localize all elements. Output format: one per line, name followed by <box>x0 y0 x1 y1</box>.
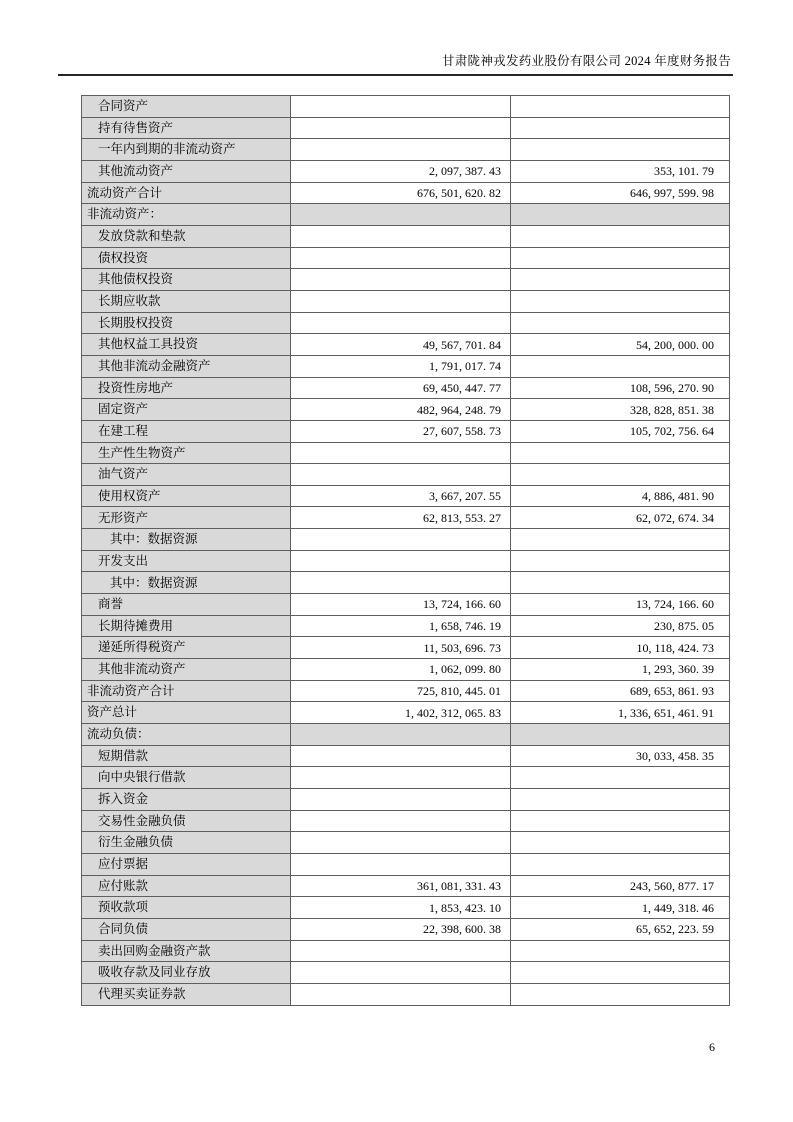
amount-col2-cell: 230, 875. 05 <box>511 615 730 637</box>
row-label-cell: 持有待售资产 <box>82 117 291 139</box>
amount-col2-cell <box>511 962 730 984</box>
amount-col2-cell <box>511 117 730 139</box>
row-label-cell: 投资性房地产 <box>82 377 291 399</box>
amount-col1-cell: 482, 964, 248. 79 <box>291 399 511 421</box>
amount-col1-cell <box>291 117 511 139</box>
amount-col2-cell: 646, 997, 599. 98 <box>511 182 730 204</box>
table-row <box>82 897 730 919</box>
amount-col2-cell <box>511 355 730 377</box>
row-label-cell: 开发支出 <box>82 550 291 572</box>
amount-col2-cell <box>511 832 730 854</box>
amount-col1-cell <box>291 464 511 486</box>
amount-col1-cell <box>291 247 511 269</box>
amount-col2-cell <box>511 225 730 247</box>
header-divider <box>58 74 733 76</box>
amount-col1-cell: 22, 398, 600. 38 <box>291 918 511 940</box>
row-label-cell: 使用权资产 <box>82 485 291 507</box>
page-number: 6 <box>709 1040 715 1054</box>
table-row <box>82 702 730 724</box>
row-label-cell: 流动负债： <box>82 724 291 746</box>
amount-col2-cell: 105, 702, 756. 64 <box>511 420 730 442</box>
amount-col1-cell <box>291 442 511 464</box>
table-row <box>82 810 730 832</box>
row-label-cell: 无形资产 <box>82 507 291 529</box>
amount-col2-cell <box>511 312 730 334</box>
amount-col1-cell: 62, 813, 553. 27 <box>291 507 511 529</box>
row-label-cell: 代理买卖证券款 <box>82 983 291 1005</box>
amount-col2-cell <box>511 139 730 161</box>
row-label-cell: 其他流动资产 <box>82 160 291 182</box>
row-label-cell: 应付账款 <box>82 875 291 897</box>
table-row <box>82 160 730 182</box>
amount-col2-cell <box>511 853 730 875</box>
table-row <box>82 96 730 118</box>
table-row <box>82 767 730 789</box>
row-label-cell: 非流动资产： <box>82 204 291 226</box>
amount-col2-cell: 30, 033, 458. 35 <box>511 745 730 767</box>
row-label-cell: 长期股权投资 <box>82 312 291 334</box>
amount-col1-cell <box>291 853 511 875</box>
table-row <box>82 355 730 377</box>
amount-col2-cell <box>511 269 730 291</box>
table-row <box>82 962 730 984</box>
table-row <box>82 485 730 507</box>
row-label-cell: 长期应收款 <box>82 290 291 312</box>
amount-col1-cell <box>291 962 511 984</box>
amount-col1-cell: 13, 724, 166. 60 <box>291 594 511 616</box>
table-row <box>82 269 730 291</box>
amount-col1-cell <box>291 724 511 746</box>
table-row <box>82 420 730 442</box>
amount-col2-cell <box>511 247 730 269</box>
amount-col1-cell <box>291 789 511 811</box>
amount-col2-cell: 108, 596, 270. 90 <box>511 377 730 399</box>
table-row <box>82 789 730 811</box>
row-label-cell: 长期待摊费用 <box>82 615 291 637</box>
balance-sheet-table <box>81 95 730 1006</box>
amount-col1-cell <box>291 745 511 767</box>
row-label-cell: 固定资产 <box>82 399 291 421</box>
table-row <box>82 745 730 767</box>
table-row <box>82 464 730 486</box>
amount-col1-cell: 27, 607, 558. 73 <box>291 420 511 442</box>
row-label-cell: 其他非流动金融资产 <box>82 355 291 377</box>
table-row <box>82 637 730 659</box>
amount-col1-cell: 69, 450, 447. 77 <box>291 377 511 399</box>
page-title: 甘肃陇神戎发药业股份有限公司 2024 年度财务报告 <box>441 54 731 68</box>
amount-col1-cell <box>291 529 511 551</box>
amount-col1-cell: 676, 501, 620. 82 <box>291 182 511 204</box>
amount-col1-cell: 361, 081, 331. 43 <box>291 875 511 897</box>
amount-col2-cell <box>511 529 730 551</box>
row-label-cell: 发放贷款和垫款 <box>82 225 291 247</box>
row-label-cell: 其他权益工具投资 <box>82 334 291 356</box>
table-row <box>82 442 730 464</box>
table-row <box>82 182 730 204</box>
row-label-cell: 流动资产合计 <box>82 182 291 204</box>
amount-col1-cell <box>291 940 511 962</box>
row-label-cell: 合同资产 <box>82 96 291 118</box>
amount-col2-cell: 243, 560, 877. 17 <box>511 875 730 897</box>
table-row <box>82 594 730 616</box>
row-label-cell: 合同负债 <box>82 918 291 940</box>
amount-col2-cell: 1, 293, 360. 39 <box>511 659 730 681</box>
row-label-cell: 一年内到期的非流动资产 <box>82 139 291 161</box>
amount-col2-cell: 62, 072, 674. 34 <box>511 507 730 529</box>
table-row <box>82 225 730 247</box>
row-label-cell: 卖出回购金融资产款 <box>82 940 291 962</box>
row-label-cell: 拆入资金 <box>82 789 291 811</box>
table-row <box>82 550 730 572</box>
amount-col1-cell <box>291 290 511 312</box>
amount-col1-cell: 11, 503, 696. 73 <box>291 637 511 659</box>
row-label-cell: 应付票据 <box>82 853 291 875</box>
row-label-cell: 衍生金融负债 <box>82 832 291 854</box>
amount-col1-cell: 1, 062, 099. 80 <box>291 659 511 681</box>
amount-col1-cell <box>291 225 511 247</box>
amount-col2-cell: 353, 101. 79 <box>511 160 730 182</box>
amount-col1-cell <box>291 572 511 594</box>
table-row <box>82 507 730 529</box>
amount-col1-cell: 3, 667, 207. 55 <box>291 485 511 507</box>
table-row <box>82 659 730 681</box>
table-row <box>82 918 730 940</box>
table-row <box>82 117 730 139</box>
balance-sheet-body <box>82 96 730 1006</box>
table-row <box>82 334 730 356</box>
row-label-cell: 其中：数据资源 <box>82 572 291 594</box>
amount-col2-cell <box>511 810 730 832</box>
amount-col2-cell <box>511 572 730 594</box>
row-label-cell: 其中：数据资源 <box>82 529 291 551</box>
row-label-cell: 交易性金融负债 <box>82 810 291 832</box>
amount-col1-cell <box>291 269 511 291</box>
table-row <box>82 875 730 897</box>
amount-col1-cell <box>291 983 511 1005</box>
amount-col2-cell: 328, 828, 851. 38 <box>511 399 730 421</box>
amount-col2-cell <box>511 983 730 1005</box>
amount-col1-cell <box>291 139 511 161</box>
amount-col2-cell <box>511 789 730 811</box>
amount-col1-cell <box>291 204 511 226</box>
table-row <box>82 290 730 312</box>
section-header-row <box>82 724 730 746</box>
amount-col2-cell: 10, 118, 424. 73 <box>511 637 730 659</box>
amount-col2-cell <box>511 940 730 962</box>
amount-col2-cell: 65, 652, 223. 59 <box>511 918 730 940</box>
row-label-cell: 短期借款 <box>82 745 291 767</box>
amount-col2-cell: 689, 653, 861. 93 <box>511 680 730 702</box>
row-label-cell: 在建工程 <box>82 420 291 442</box>
table-row <box>82 139 730 161</box>
row-label-cell: 递延所得税资产 <box>82 637 291 659</box>
amount-col2-cell <box>511 767 730 789</box>
amount-col2-cell <box>511 442 730 464</box>
table-row <box>82 680 730 702</box>
table-row <box>82 940 730 962</box>
amount-col2-cell: 4, 886, 481. 90 <box>511 485 730 507</box>
amount-col1-cell: 49, 567, 701. 84 <box>291 334 511 356</box>
amount-col1-cell <box>291 767 511 789</box>
amount-col2-cell <box>511 724 730 746</box>
table-row <box>82 832 730 854</box>
row-label-cell: 向中央银行借款 <box>82 767 291 789</box>
row-label-cell: 生产性生物资产 <box>82 442 291 464</box>
table-row <box>82 377 730 399</box>
table-row <box>82 529 730 551</box>
row-label-cell: 债权投资 <box>82 247 291 269</box>
amount-col2-cell: 54, 200, 000. 00 <box>511 334 730 356</box>
amount-col1-cell <box>291 312 511 334</box>
table-row <box>82 615 730 637</box>
row-label-cell: 其他债权投资 <box>82 269 291 291</box>
amount-col2-cell: 1, 336, 651, 461. 91 <box>511 702 730 724</box>
amount-col2-cell <box>511 290 730 312</box>
table-row <box>82 983 730 1005</box>
table-row <box>82 853 730 875</box>
amount-col1-cell <box>291 810 511 832</box>
table-row <box>82 312 730 334</box>
row-label-cell: 资产总计 <box>82 702 291 724</box>
section-header-row <box>82 204 730 226</box>
amount-col1-cell <box>291 550 511 572</box>
amount-col2-cell <box>511 204 730 226</box>
amount-col1-cell <box>291 832 511 854</box>
amount-col2-cell <box>511 464 730 486</box>
row-label-cell: 油气资产 <box>82 464 291 486</box>
amount-col1-cell: 1, 791, 017. 74 <box>291 355 511 377</box>
amount-col1-cell: 2, 097, 387. 43 <box>291 160 511 182</box>
amount-col2-cell: 1, 449, 318. 46 <box>511 897 730 919</box>
amount-col1-cell: 725, 810, 445. 01 <box>291 680 511 702</box>
amount-col2-cell <box>511 550 730 572</box>
row-label-cell: 商誉 <box>82 594 291 616</box>
table-row <box>82 247 730 269</box>
row-label-cell: 预收款项 <box>82 897 291 919</box>
amount-col1-cell: 1, 853, 423. 10 <box>291 897 511 919</box>
amount-col2-cell <box>511 96 730 118</box>
table-row <box>82 572 730 594</box>
amount-col1-cell: 1, 658, 746. 19 <box>291 615 511 637</box>
row-label-cell: 非流动资产合计 <box>82 680 291 702</box>
amount-col1-cell <box>291 96 511 118</box>
amount-col2-cell: 13, 724, 166. 60 <box>511 594 730 616</box>
table-row <box>82 399 730 421</box>
amount-col1-cell: 1, 402, 312, 065. 83 <box>291 702 511 724</box>
row-label-cell: 其他非流动资产 <box>82 659 291 681</box>
row-label-cell: 吸收存款及同业存放 <box>82 962 291 984</box>
